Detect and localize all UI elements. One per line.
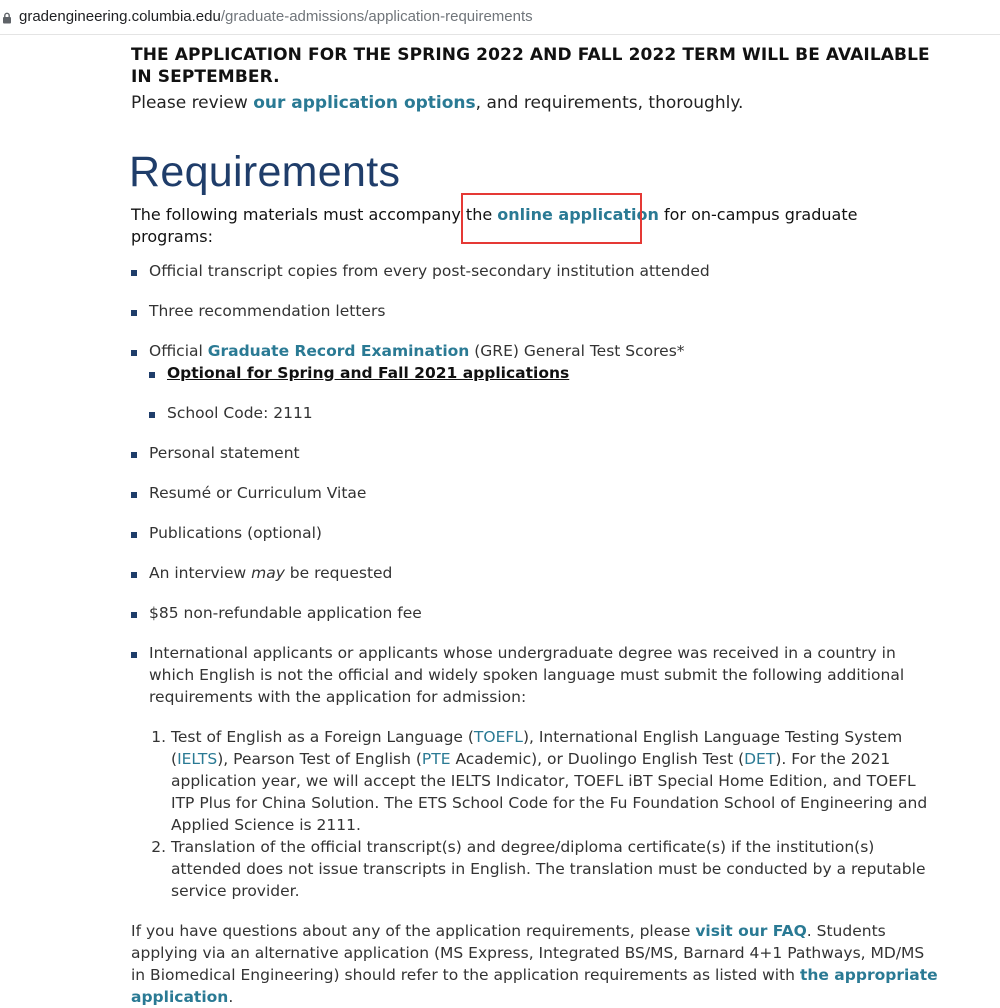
bullet-icon — [131, 452, 137, 458]
list-item — [131, 562, 943, 584]
list-item — [171, 726, 943, 836]
intl-t2: ), International English Language Testing System ( — [171, 728, 903, 768]
review-prefix: Please review — [131, 93, 254, 113]
item-international: International applicants or applicants whose undergraduate degree was received in a country in which English is not the official and widely spoken language must submit the following additional requirements with the application for admission: — [149, 644, 905, 706]
list-item — [131, 522, 943, 544]
gre-prefix: Official — [149, 342, 208, 360]
bullet-icon — [131, 572, 137, 578]
item-fee: $85 non-refundable application fee — [149, 604, 422, 622]
url-domain: gradengineering.columbia.edu — [19, 8, 221, 25]
interview-em: may — [251, 564, 285, 582]
gre-link[interactable]: Graduate Record Examination — [207, 342, 470, 360]
bullet-icon — [131, 532, 137, 538]
school-code: School Code: 2111 — [167, 404, 313, 422]
item-personal: Personal statement — [149, 444, 300, 462]
list-item — [149, 362, 943, 384]
list-item — [131, 442, 943, 464]
bullet-icon — [131, 270, 137, 276]
list-item — [131, 300, 943, 322]
bullet-icon — [131, 350, 137, 356]
intl-t3: ), Pearson Test of English ( — [217, 750, 422, 768]
online-application-link[interactable]: online application — [497, 205, 659, 224]
item-resume: Resumé or Curriculum Vitae — [149, 484, 367, 502]
url-path: /graduate-admissions/application-requirements — [220, 8, 533, 25]
bullet-icon — [149, 372, 155, 378]
bullet-icon — [131, 612, 137, 618]
ielts-link[interactable]: IELTS — [177, 750, 218, 768]
list-item — [131, 260, 943, 282]
requirements-list — [131, 260, 943, 902]
bullet-icon — [131, 310, 137, 316]
bullet-icon — [131, 492, 137, 498]
det-link[interactable]: DET — [744, 750, 776, 768]
list-item — [131, 340, 943, 424]
footer-note — [131, 920, 943, 1008]
review-line — [131, 92, 943, 114]
pte-link[interactable]: PTE — [421, 750, 451, 768]
address-bar[interactable] — [0, 0, 1000, 35]
footer-t2: . Students applying via an alternative application (MS Express, Integrated BS/MS, Barnard 4+1 Pathways, MD/MS in Biomedical Engineering) should refer to the application requirements as listed with — [131, 922, 925, 984]
appropriate-application-link[interactable]: the appropriate application — [131, 966, 938, 1006]
intl-translation: Translation of the official transcript(s) and degree/diploma certificate(s) if the institution(s) attended does not issue transcripts in English. The translation must be conducted by a reputable service provider. — [171, 838, 926, 900]
list-item — [131, 602, 943, 624]
item-transcript: Official transcript copies from every post-secondary institution attended — [149, 262, 710, 280]
intro-suffix: for on-campus graduate programs: — [131, 205, 858, 246]
bullet-icon — [149, 412, 155, 418]
application-options-link[interactable]: our application options — [253, 93, 476, 113]
faq-link[interactable]: visit our FAQ — [695, 922, 807, 940]
bullet-icon — [131, 652, 137, 658]
toefl-link[interactable]: TOEFL — [473, 728, 523, 746]
gre-sublist — [149, 362, 943, 424]
intl-t5: ). For the 2021 application year, we will accept the IELTS Indicator, TOEFL iBT Special Home Edition, and TOEFL ITP Plus for China Solution. The ETS School Code for the Fu Foundation School of Engineering and Applied Science is 2111. — [171, 750, 928, 834]
international-list — [171, 726, 943, 902]
url-text[interactable] — [19, 8, 533, 25]
intl-t1: Test of English as a Foreign Language ( — [171, 728, 474, 746]
lock-icon[interactable] — [2, 11, 12, 28]
intl-t4: Academic), or Duolingo English Test ( — [450, 750, 745, 768]
review-suffix: , and requirements, thoroughly. — [475, 93, 744, 113]
interview-a: An interview — [149, 564, 252, 582]
footer-t1: If you have questions about any of the application requirements, please — [131, 922, 696, 940]
main-content — [131, 36, 943, 1008]
list-item — [171, 836, 943, 902]
intro-prefix: The following materials must accompany the — [131, 205, 498, 224]
list-item — [149, 402, 943, 424]
item-letters: Three recommendation letters — [149, 302, 386, 320]
gre-optional-link[interactable]: Optional for Spring and Fall 2021 applications — [167, 364, 570, 382]
page-title: Requirements — [129, 148, 401, 196]
announcement: THE APPLICATION FOR THE SPRING 2022 AND FALL 2022 TERM WILL BE AVAILABLE IN SEPTEMBER. — [131, 45, 930, 87]
footer-t3: . — [228, 988, 234, 1006]
interview-b: be requested — [284, 564, 393, 582]
intro-line — [131, 204, 943, 248]
gre-suffix: (GRE) General Test Scores* — [469, 342, 685, 360]
list-item — [131, 642, 943, 902]
item-publications: Publications (optional) — [149, 524, 322, 542]
list-item — [131, 482, 943, 504]
